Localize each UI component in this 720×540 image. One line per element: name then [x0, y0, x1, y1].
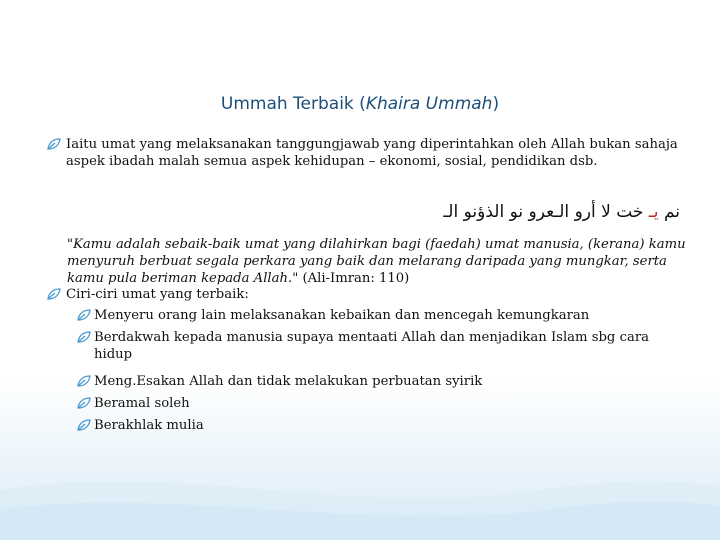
arabic-verse: نم يـ خت لا أرو الـعرو نو الذؤنو الـ	[443, 202, 680, 222]
bullet-definition: Iaitu umat yang melaksanakan tanggungjawab yang diperintahkan oleh Allah bukan sahaja aspek ibadah malah semua aspek kehidupan – ekonomi, sosial, pendidikan dsb.	[66, 136, 686, 170]
list-item: Berdakwah kepada manusia supaya mentaati Allah dan menjadikan Islam sbg cara hidup	[94, 329, 684, 363]
leaf-bullet-icon	[77, 418, 91, 432]
list-item: Berakhlak mulia	[94, 417, 684, 434]
slide-title: Ummah Terbaik (Khaira Ummah)	[220, 94, 500, 114]
leaf-bullet-icon	[47, 287, 61, 301]
bullet-characteristics: Ciri-ciri umat yang terbaik:	[66, 286, 686, 303]
leaf-bullet-icon	[77, 308, 91, 322]
list-item: Beramal soleh	[94, 395, 684, 412]
list-item: Meng.Esakan Allah dan tidak melakukan perbuatan syirik	[94, 373, 684, 390]
leaf-bullet-icon	[47, 137, 61, 151]
leaf-bullet-icon	[77, 374, 91, 388]
verse-translation: "Kamu adalah sebaik-baik umat yang dilahirkan bagi (faedah) umat manusia, (kerana) kamu menyuruh berbuat segala perkara yang baik dan melarang daripada yang mungkar, serta kamu pula beriman kepada Allah." (Ali-Imran: 110)	[67, 237, 686, 286]
list-item: Menyeru orang lain melaksanakan kebaikan dan mencegah kemungkaran	[94, 307, 684, 324]
leaf-bullet-icon	[77, 396, 91, 410]
wave-decoration	[0, 450, 720, 540]
leaf-bullet-icon	[77, 330, 91, 344]
title-italic: Khaira Ummah	[365, 94, 493, 114]
